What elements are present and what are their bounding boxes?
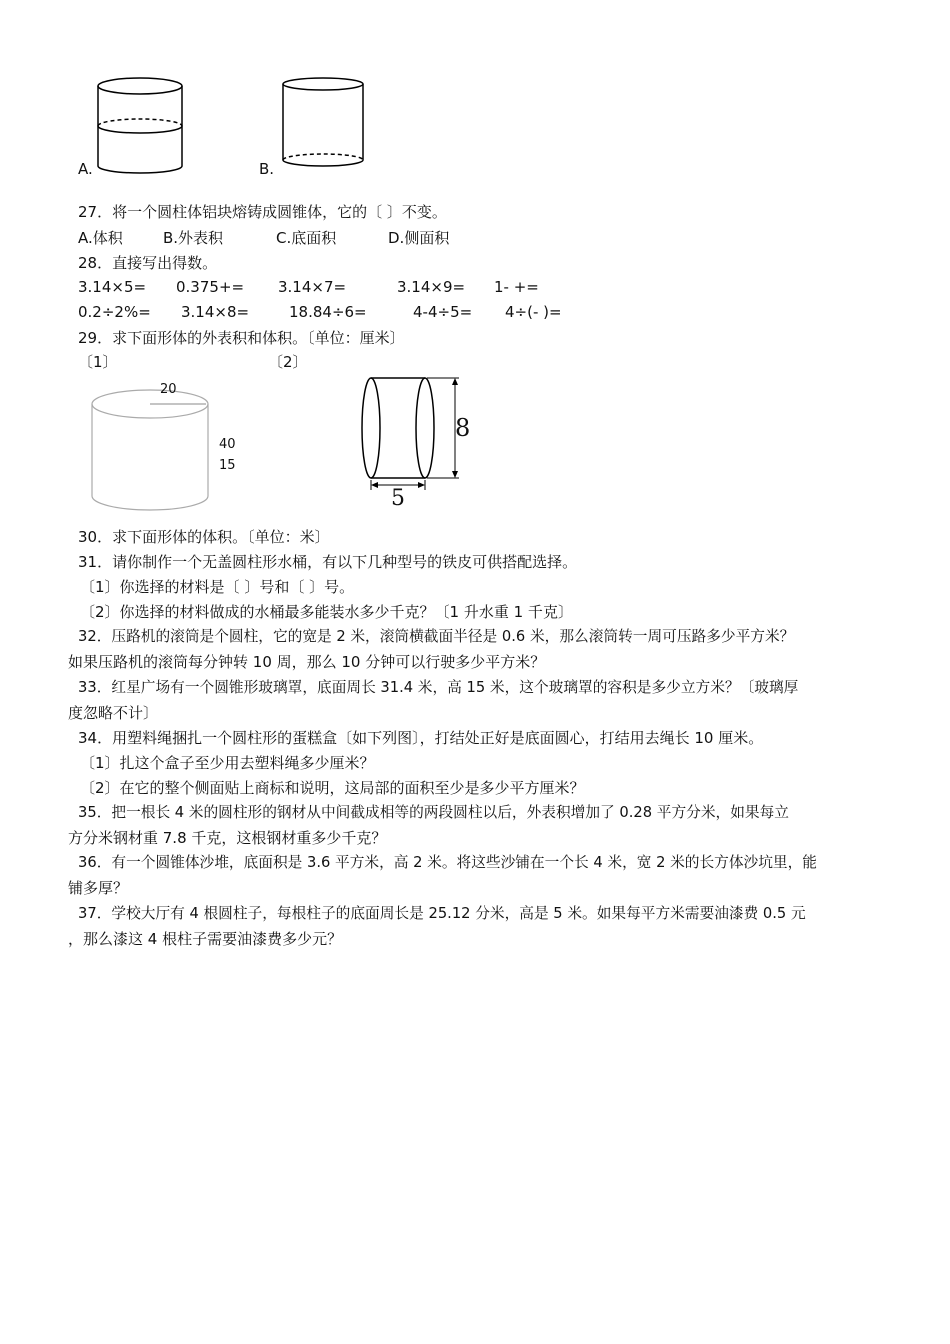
question-33-line-1: 33．红星广场有一个圆锥形玻璃罩，底面周长 31.4 米，高 15 米，这个玻璃罩的容积是多少立方米？〔玻璃厚 bbox=[78, 679, 799, 696]
q27-option-b: B.外表积 bbox=[163, 229, 224, 247]
q34-sub-1: 〔1〕扎这个盒子至少用去塑料绳多少厘米？ bbox=[80, 754, 375, 772]
q29-fig1-right-value-1: 40 bbox=[219, 437, 236, 452]
question-31: 31．请你制作一个无盖圆柱形水桶，有以下几种型号的铁皮可供搭配选择。 bbox=[78, 553, 578, 571]
q27-option-d: D.侧面积 bbox=[388, 229, 450, 247]
question-32-line-2: 如果压路机的滚筒每分钟转 10 周，那么 10 分钟可以行驶多少平方米？ bbox=[68, 653, 546, 671]
q28-r2-c5: 4÷(- )= bbox=[505, 303, 562, 321]
cylinder-figure-a bbox=[90, 74, 190, 174]
q27-option-c: C.底面积 bbox=[276, 229, 337, 247]
q34-sub-2: 〔2〕在它的整个侧面贴上商标和说明，这局部的面积至少是多少平方厘米？ bbox=[80, 779, 585, 797]
question-35-line-2: 方分米钢材重 7.8 千克，这根钢材重多少千克？ bbox=[68, 829, 387, 847]
q27-option-a: A.体积 bbox=[78, 229, 123, 247]
q29-fig1-right-value-2: 15 bbox=[219, 458, 236, 473]
question-27: 27．将一个圆柱体铝块熔铸成圆锥体，它的〔 〕不变。 bbox=[78, 203, 447, 221]
question-37-line-2: ，那么漆这 4 根柱子需要油漆费多少元？ bbox=[68, 930, 343, 948]
q29-fig2-height-value: 8 bbox=[455, 414, 471, 442]
q31-sub-2: 〔2〕你选择的材料做成的水桶最多能装水多少千克？〔1 升水重 1 千克〕 bbox=[80, 603, 573, 621]
question-28: 28．直接写出得数。 bbox=[78, 254, 218, 272]
q28-r1-c2: 0.375+= bbox=[176, 278, 245, 296]
question-33-line-2: 度忽略不计〕 bbox=[68, 704, 159, 722]
q29-fig1-top-value: 20 bbox=[160, 382, 177, 397]
q28-r2-c3: 18.84÷6= bbox=[289, 303, 367, 321]
q28-r2-c4: 4-4÷5= bbox=[413, 303, 473, 321]
figure-b-label: B. bbox=[259, 160, 275, 178]
question-35-line-1: 35．把一根长 4 米的圆柱形的钢材从中间截成相等的两段圆柱以后，外表积增加了 0.28 平方分米，如果每立 bbox=[78, 804, 789, 821]
question-29: 29．求下面形体的外表积和体积。〔单位：厘米〕 bbox=[78, 329, 405, 347]
q28-r2-c2: 3.14×8= bbox=[181, 303, 250, 321]
question-37-line-1: 37．学校大厅有 4 根圆柱子，每根柱子的底面周长是 25.12 分米，高是 5 米。如果每平方米需要油漆费 0.5 元 bbox=[78, 905, 806, 922]
q29-label-2: 〔2〕 bbox=[268, 353, 308, 371]
cylinder-figure-b bbox=[275, 74, 375, 174]
question-36-line-2: 铺多厚？ bbox=[68, 879, 129, 897]
q28-r1-c4: 3.14×9= bbox=[397, 278, 466, 296]
question-36-line-1: 36．有一个圆锥体沙堆，底面积是 3.6 平方米，高 2 米。将这些沙铺在一个长 4 米，宽 2 米的长方体沙坑里，能 bbox=[78, 854, 817, 871]
question-34: 34．用塑料绳捆扎一个圆柱形的蛋糕盒〔如下列图〕，打结处正好是底面圆心，打结用去绳长 10 厘米。 bbox=[78, 729, 764, 747]
q28-r2-c1: 0.2÷2%= bbox=[78, 303, 151, 321]
question-30: 30．求下面形体的体积。〔单位：米〕 bbox=[78, 528, 330, 546]
q29-fig2-width-value: 5 bbox=[391, 486, 405, 511]
q28-r1-c1: 3.14×5= bbox=[78, 278, 147, 296]
q29-cylinder-figure-1 bbox=[88, 384, 213, 514]
question-32-line-1: 32．压路机的滚筒是个圆柱，它的宽是 2 米，滚筒横截面半径是 0.6 米，那么滚筒转一周可压路多少平方米？ bbox=[78, 628, 795, 645]
q28-r1-c5: 1- += bbox=[494, 278, 539, 296]
figure-a-label: A. bbox=[78, 160, 93, 178]
q28-r1-c3: 3.14×7= bbox=[278, 278, 347, 296]
q29-label-1: 〔1〕 bbox=[78, 353, 118, 371]
q31-sub-1: 〔1〕你选择的材料是〔 〕号和〔 〕号。 bbox=[80, 578, 355, 596]
q29-cylinder-figure-2 bbox=[355, 372, 465, 492]
